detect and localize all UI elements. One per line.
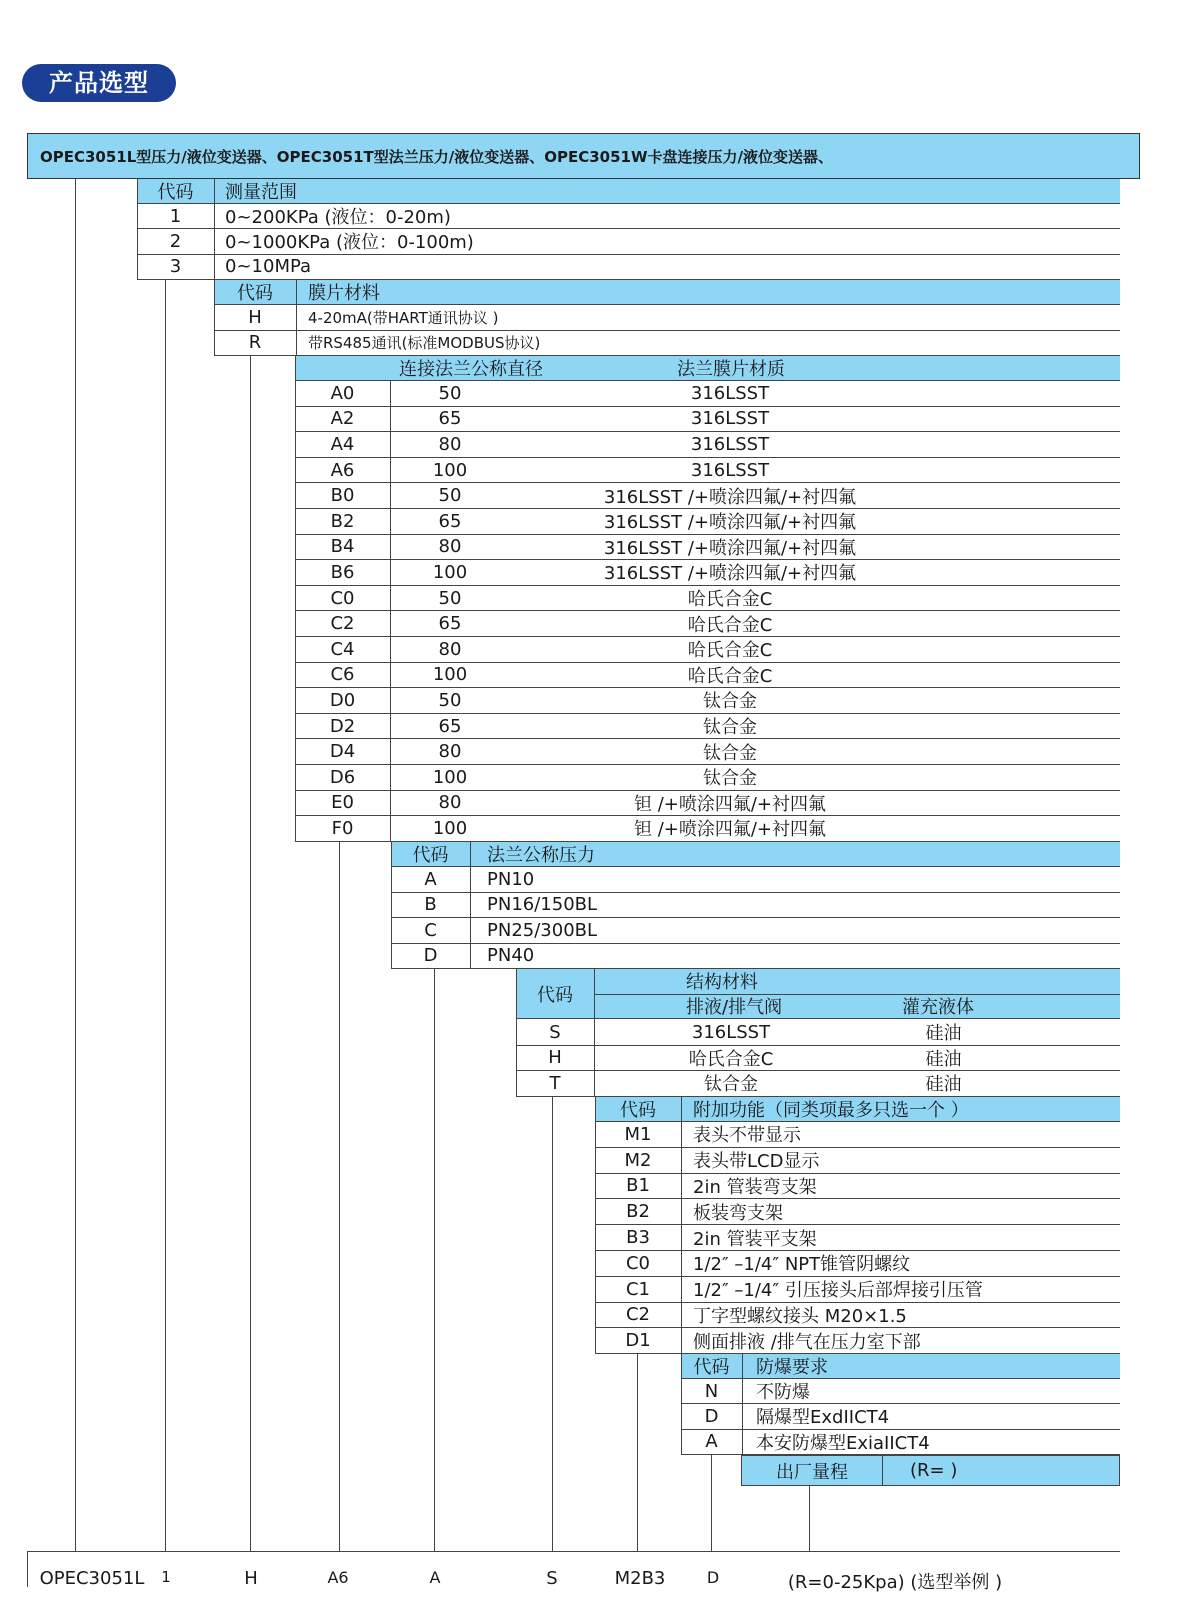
options-desc: 1/2″ –1/4″ 引压接头后部焊接引压管 [693, 1280, 983, 1302]
structure-row [516, 1020, 1120, 1046]
flange-header-row [295, 356, 1120, 381]
structure-fill: 硅油 [925, 1048, 962, 1070]
diaphragm-left-border [214, 280, 215, 356]
diaphragm-code-header: 代码 [237, 283, 273, 304]
flange-row [295, 739, 1120, 765]
range-row [137, 255, 1120, 280]
flange-code: B2 [330, 510, 355, 532]
example-explosion-code: D [706, 1568, 720, 1587]
flange-dn: 100 [432, 459, 468, 481]
options-desc: 2in 管装平支架 [693, 1228, 817, 1250]
structure-left-border [516, 969, 517, 1097]
pressure-desc: PN10 [487, 868, 535, 890]
pressure-row [391, 918, 1120, 944]
diaphragm-header-row [214, 280, 1120, 305]
diaphragm-code: H [248, 306, 262, 328]
diaphragm-desc: 4-20mA(带HART通讯协议 ) [308, 308, 499, 327]
flange-mat: 哈氏合金C [687, 640, 773, 662]
options-row [595, 1199, 1120, 1225]
flange-mat: 哈氏合金C [687, 589, 773, 611]
options-row [595, 1328, 1120, 1354]
options-row [595, 1122, 1120, 1148]
options-col-divider [681, 1097, 682, 1354]
flange-mat: 哈氏合金C [687, 614, 773, 636]
flange-left-border [295, 356, 296, 842]
flange-row [295, 714, 1120, 740]
pressure-header-row [391, 842, 1120, 867]
structure-valve-header: 排液/排气阀 [686, 997, 783, 1018]
explosion-desc: 不防爆 [756, 1382, 810, 1404]
diaphragm-section [214, 280, 1120, 356]
range-header-row [137, 179, 1120, 204]
pressure-section [391, 842, 1120, 969]
example-diaphragm-code: H [244, 1568, 258, 1589]
flange-row [295, 765, 1120, 791]
flange-mat: 316LSST [690, 382, 770, 404]
flange-code: E0 [331, 792, 354, 814]
flange-row [295, 586, 1120, 612]
options-code: M1 [624, 1123, 652, 1145]
options-desc: 表头带LCD显示 [693, 1151, 820, 1173]
pressure-code-header: 代码 [412, 845, 449, 866]
flange-mat: 316LSST /+喷涂四氟/+衬四氟 [603, 486, 857, 508]
flange-dn: 65 [438, 715, 462, 737]
flange-section [295, 356, 1120, 842]
section-title-badge: 产品选型 [22, 64, 176, 102]
structure-code: T [549, 1072, 561, 1094]
flange-row [295, 509, 1120, 535]
flange-code: C4 [330, 638, 355, 660]
flange-dn: 100 [432, 817, 468, 839]
factory-range-label: 出厂量程 [776, 1461, 848, 1483]
flange-code: C2 [330, 613, 355, 635]
structure-col-divider [594, 969, 595, 1097]
flange-dn: 100 [432, 766, 468, 788]
flange-dn: 100 [432, 664, 468, 686]
flange-dn: 50 [438, 382, 462, 404]
structure-valve: 哈氏合金C [688, 1048, 774, 1070]
diaphragm-row [214, 305, 1120, 331]
options-desc: 板装弯支架 [693, 1202, 783, 1224]
factory-range-row [741, 1455, 1120, 1486]
flange-dn: 50 [438, 587, 462, 609]
range-code: 3 [169, 256, 182, 278]
flange-col-divider [390, 381, 391, 842]
explosion-code: N [704, 1380, 719, 1402]
flange-code: A6 [330, 459, 355, 481]
options-row [595, 1174, 1120, 1200]
pressure-desc: PN40 [487, 945, 535, 967]
explosion-col-divider [742, 1354, 743, 1455]
explosion-desc: 隔爆型ExdIICT4 [756, 1407, 890, 1429]
options-desc: 侧面排液 /排气在压力室下部 [693, 1331, 921, 1353]
flange-mat: 钽 /+喷涂四氟/+衬四氟 [633, 793, 826, 815]
example-flange-code: A6 [327, 1568, 349, 1587]
flange-code: D2 [329, 715, 356, 737]
flange-code: F0 [331, 817, 354, 839]
options-code: D1 [625, 1330, 651, 1352]
connector-line [165, 280, 166, 1551]
options-desc: 1/2″ –1/4″ NPT锥管阴螺纹 [693, 1254, 911, 1276]
flange-dn: 80 [438, 741, 462, 763]
options-code-header: 代码 [620, 1100, 656, 1121]
flange-row [295, 611, 1120, 637]
structure-row [516, 1046, 1120, 1072]
pressure-code: C [424, 919, 437, 941]
structure-code-header: 代码 [537, 984, 573, 1006]
range-desc: 0~1000KPa (液位：0-100m) [225, 232, 474, 254]
explosion-header-row [681, 1354, 1120, 1379]
flange-row [295, 637, 1120, 663]
options-code: C1 [625, 1278, 651, 1300]
connector-line [809, 1486, 810, 1551]
pressure-code: D [423, 945, 438, 967]
flange-mat: 钛合金 [703, 717, 757, 739]
range-col-divider [214, 179, 215, 280]
pressure-row [391, 867, 1120, 893]
factory-range-section [741, 1455, 1120, 1486]
options-header-row [595, 1097, 1120, 1122]
diaphragm-title: 膜片材料 [308, 283, 380, 304]
flange-code: D6 [329, 766, 356, 788]
flange-dn: 100 [432, 561, 468, 583]
flange-mat: 316LSST [690, 408, 770, 430]
options-code: B1 [626, 1175, 650, 1197]
explosion-desc: 本安防爆型ExiaIICT4 [756, 1432, 930, 1454]
options-row [595, 1225, 1120, 1251]
example-options-code: M2B3 [614, 1568, 666, 1589]
flange-row [295, 535, 1120, 561]
flange-row [295, 483, 1120, 509]
structure-valve: 316LSST [691, 1021, 771, 1043]
pressure-row [391, 893, 1120, 919]
options-section [595, 1097, 1120, 1354]
flange-mat: 钛合金 [703, 768, 757, 790]
flange-mat: 钽 /+喷涂四氟/+衬四氟 [633, 819, 826, 841]
flange-dn: 80 [438, 433, 462, 455]
example-structure-code: S [546, 1568, 558, 1589]
example-note: (R=0-25Kpa) (选型举例 ) [787, 1572, 1003, 1593]
flange-row [295, 816, 1120, 842]
flange-code: C6 [330, 664, 355, 686]
pressure-title: 法兰公称压力 [487, 845, 595, 866]
pressure-row [391, 944, 1120, 970]
options-desc: 表头不带显示 [693, 1125, 801, 1147]
pressure-desc: PN25/300BL [487, 919, 598, 941]
explosion-row [681, 1379, 1120, 1404]
options-desc: 丁字型螺纹接头 M20×1.5 [693, 1306, 907, 1327]
flange-row [295, 407, 1120, 433]
example-left-border [27, 1551, 28, 1587]
options-code: C2 [625, 1304, 651, 1326]
factory-range-value: (R= ) [910, 1460, 958, 1481]
example-pressure-code: A [429, 1568, 441, 1587]
structure-valve: 钛合金 [704, 1074, 758, 1096]
structure-fill: 硅油 [925, 1074, 962, 1096]
range-desc: 0~10MPa [225, 256, 312, 278]
explosion-title: 防爆要求 [756, 1357, 828, 1378]
structure-fill-header: 灌充液体 [902, 997, 974, 1018]
explosion-row [681, 1404, 1120, 1429]
flange-dn: 65 [438, 613, 462, 635]
options-code: B3 [626, 1227, 650, 1249]
range-desc: 0~200KPa (液位：0-20m) [225, 207, 451, 229]
structure-fill: 硅油 [925, 1023, 962, 1045]
flange-mat: 钛合金 [703, 742, 757, 764]
structure-section [516, 969, 1120, 1097]
flange-mat: 316LSST [690, 459, 770, 481]
flange-dn: 65 [438, 510, 462, 532]
range-code: 2 [169, 230, 182, 252]
options-left-border [595, 1097, 596, 1354]
structure-title: 结构材料 [686, 972, 758, 993]
explosion-code: D [704, 1405, 719, 1427]
flange-row [295, 663, 1120, 689]
flange-row [295, 791, 1120, 817]
factory-range-divider [882, 1456, 883, 1486]
example-model: OPEC3051L [39, 1568, 145, 1589]
flange-dn: 65 [438, 408, 462, 430]
connector-line [434, 969, 435, 1551]
diaphragm-code: R [248, 332, 262, 354]
flange-dn-header: 连接法兰公称直径 [399, 359, 543, 380]
models-header: OPEC3051L型压力/液位变送器、OPEC3051T型法兰压力/液位变送器、OPEC3051W卡盘连接压力/液位变送器、 [27, 133, 1140, 179]
example-top-line [27, 1551, 1120, 1552]
options-desc: 2in 管装弯支架 [693, 1177, 817, 1198]
range-left-border [137, 179, 138, 280]
explosion-left-border [681, 1354, 682, 1455]
flange-dn: 50 [438, 485, 462, 507]
flange-dn: 80 [438, 792, 462, 814]
range-code: 1 [169, 205, 182, 227]
structure-row [516, 1071, 1120, 1097]
range-row [137, 229, 1120, 254]
connector-line [552, 1097, 553, 1551]
flange-mat: 316LSST /+喷涂四氟/+衬四氟 [603, 563, 857, 585]
pressure-col-divider [470, 842, 471, 969]
connector-line [637, 1354, 638, 1551]
pressure-code: B [424, 894, 437, 916]
options-row [595, 1303, 1120, 1329]
flange-code: B6 [330, 561, 355, 583]
connector-line [250, 356, 251, 1551]
flange-code: A2 [330, 408, 355, 430]
flange-row [295, 458, 1120, 484]
example-range-code: 1 [161, 1568, 171, 1586]
flange-code: A0 [330, 382, 355, 404]
structure-code: H [548, 1047, 562, 1069]
options-row [595, 1148, 1120, 1174]
explosion-code: A [705, 1431, 718, 1453]
flange-code: D4 [329, 741, 356, 763]
structure-code: S [549, 1021, 561, 1043]
flange-row [295, 432, 1120, 458]
options-code: C0 [625, 1252, 651, 1274]
flange-mat: 316LSST [690, 433, 770, 455]
flange-row [295, 560, 1120, 586]
flange-row [295, 381, 1120, 407]
flange-mat: 钛合金 [703, 691, 757, 713]
pressure-left-border [391, 842, 392, 969]
flange-row [295, 688, 1120, 714]
diaphragm-col-divider [296, 280, 297, 356]
range-title: 测量范围 [225, 182, 297, 203]
flange-mat: 316LSST /+喷涂四氟/+衬四氟 [603, 537, 857, 559]
flange-code: B0 [330, 485, 355, 507]
options-title: 附加功能（同类项最多只选一个 ） [693, 1100, 969, 1121]
range-section [137, 179, 1120, 280]
flange-mat-header: 法兰膜片材质 [677, 359, 785, 380]
pressure-desc: PN16/150BL [487, 894, 598, 916]
range-row [137, 204, 1120, 229]
connector-line [339, 842, 340, 1551]
pressure-code: A [424, 868, 437, 890]
flange-code: C0 [330, 587, 355, 609]
flange-mat: 哈氏合金C [687, 665, 773, 687]
flange-dn: 50 [438, 689, 462, 711]
range-code-header: 代码 [157, 182, 194, 203]
options-code: B2 [626, 1201, 650, 1223]
flange-dn: 80 [438, 536, 462, 558]
diaphragm-desc: 带RS485通讯(标准MODBUS协议) [308, 334, 541, 353]
explosion-section [681, 1354, 1120, 1455]
explosion-code-header: 代码 [693, 1357, 730, 1378]
flange-code: B4 [330, 536, 355, 558]
diaphragm-row [214, 331, 1120, 357]
flange-mat: 316LSST /+喷涂四氟/+衬四氟 [603, 512, 857, 534]
options-row [595, 1277, 1120, 1303]
flange-code: D0 [329, 689, 356, 711]
options-code: M2 [624, 1149, 652, 1171]
options-row [595, 1251, 1120, 1277]
connector-line [711, 1455, 712, 1551]
flange-dn: 80 [438, 638, 462, 660]
structure-header-divider [594, 994, 1120, 995]
connector-line [75, 179, 76, 1551]
explosion-row [681, 1430, 1120, 1455]
flange-code: A4 [330, 433, 355, 455]
